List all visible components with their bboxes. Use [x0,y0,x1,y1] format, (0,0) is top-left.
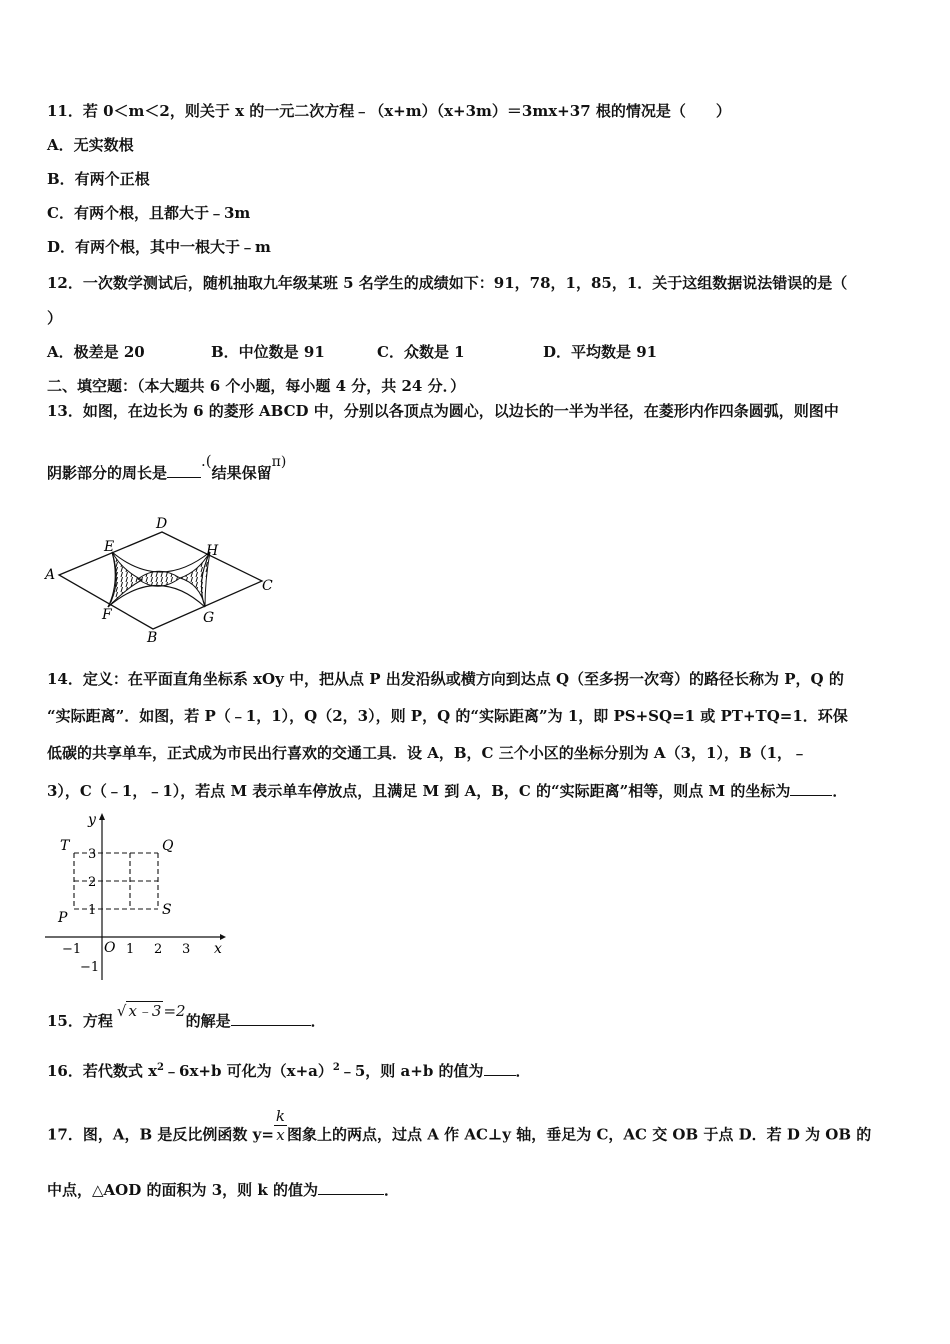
tick-y1: 1 [88,903,97,918]
q14-line-3: 低碳的共享单车，正式成为市民出行喜欢的交通工具．设 A，B，C 三个小区的坐标分别为 A（3，1），B（1，﹣ [47,744,808,762]
q14-end: ． [832,782,848,800]
q14-coordinate-figure [40,810,230,985]
q13-text-b: .( [201,452,212,470]
label-f: F [102,607,112,623]
q12-option-c: C．众数是 1 [377,343,465,361]
q16-mid: ﹣6x+b 可化为（x+a） [164,1062,333,1080]
label-p: P [58,910,68,926]
q15-end: ． [310,1012,326,1030]
tick-x1: 1 [126,942,135,957]
q17-line-1 [47,1107,872,1154]
q16-end: ． [515,1062,531,1080]
q15-prefix: 15．方程 [47,1012,113,1030]
label-y: y [88,812,96,828]
q15-answer-blank[interactable] [231,1011,311,1026]
section-title: 二、填空题：（本大题共 6 个小题，每小题 4 分，共 24 分．） [47,377,466,395]
tick-xm1: −1 [62,942,82,957]
q15-line [47,1002,326,1031]
x-axis-arrow [220,934,226,940]
label-x: x [214,941,222,957]
q12-option-b: B．中位数是 91 [211,343,325,361]
label-b: B [147,630,158,646]
q11-option-c: C．有两个根，且都大于﹣3m [47,204,251,222]
q14-answer-blank[interactable] [790,781,832,796]
y-axis-arrow [99,813,105,820]
k-over-x-fraction [274,1107,287,1144]
q17-num: k [275,1107,286,1125]
q15-eq: =2 [163,1002,186,1020]
label-c: C [262,578,273,594]
q14-line-2: “实际距离”．如图，若 P（﹣1，1），Q（2，3），则 P，Q 的“实际距离”为 1，即 PS+SQ=1 或 PT+TQ=1．环保 [47,707,848,725]
q11-option-d: D．有两个根，其中一根大于﹣m [47,238,271,256]
shaded-middle [138,571,180,586]
tick-y3: 3 [88,847,97,862]
q16-prefix: 16．若代数式 x [47,1062,158,1080]
q17-answer-blank[interactable] [318,1180,384,1195]
q14-line-4-text: 3），C（﹣1，﹣1），若点 M 表示单车停放点，且满足 M 到 A，B，C 的“实际距离”相等，则点 M 的坐标为 [47,782,791,800]
label-d: D [156,516,168,532]
q17-suffix: 图象上的两点，过点 A 作 AC⊥y 轴，垂足为 C，AC 交 OB 于点 D．若 D 为 OB 的 [287,1125,872,1144]
tick-ym1: −1 [80,960,100,975]
tick-x2: 2 [154,942,163,957]
sqrt-expression: √ x﹣3 =2 [116,1002,186,1020]
q11-option-a: A．无实数根 [47,136,134,154]
q17-den: x [276,1126,285,1144]
q13-line2 [47,452,287,484]
label-s: S [162,902,172,918]
q14-line-1: 14．定义：在平面直角坐标系 xOy 中，把从点 P 出发沿纵或横方向到达点 Q（至多拐一次弯）的路径长称为 P，Q 的 [47,670,844,688]
label-t: T [60,838,70,854]
label-a: A [45,567,56,583]
label-h: H [206,543,219,559]
q17-prefix: 17．图，A，B 是反比例函数 y= [47,1125,274,1144]
label-g: G [203,610,215,626]
label-q: Q [162,838,174,854]
q12-option-a: A．极差是 20 [47,343,145,361]
q11-stem: 11．若 0＜m＜2，则关于 x 的一元二次方程﹣（x+m）（x+3m）＝3mx+37 根的情况是（ ） [47,102,731,120]
q17-line-2 [47,1180,399,1200]
q13-answer-blank[interactable] [167,463,201,478]
q11-option-b: B．有两个正根 [47,170,150,188]
q12-stem: 12．一次数学测试后，随机抽取九年级某班 5 名学生的成绩如下：91，78，1，85，1．关于这组数据说法错误的是（ [47,274,848,292]
q16-answer-blank[interactable] [484,1061,516,1076]
q13-stem: 13．如图，在边长为 6 的菱形 ABCD 中，分别以各顶点为圆心，以边长的一半为半径，在菱形内作四条圆弧，则图中 [47,402,839,420]
tick-x3: 3 [182,942,191,957]
label-o: O [104,940,116,956]
q12-stem-end: ） [47,309,63,327]
q16-suffix: ﹣5，则 a+b 的值为 [339,1062,484,1080]
q15-radicand: x﹣3 [128,1002,162,1020]
q13-text-c: 结果保留 [211,464,272,482]
q13-text-a: 阴影部分的周长是 [47,464,168,482]
q15-suffix: 的解是 [185,1012,231,1030]
q16-line [47,1058,531,1081]
tick-y2: 2 [88,875,97,890]
q16-sup: 2 [157,1062,165,1073]
label-e: E [104,539,115,555]
shaded-left [108,552,142,607]
q13-rhombus-figure [40,512,285,647]
q16-sup2: 2 [332,1062,340,1073]
q17-end: ． [383,1181,399,1199]
q13-text-d: π) [271,454,287,470]
q17-line2: 中点，△AOD 的面积为 3，则 k 的值为 [47,1181,318,1199]
q12-option-d: D．平均数是 91 [543,343,658,361]
q14-line-4 [47,781,847,801]
